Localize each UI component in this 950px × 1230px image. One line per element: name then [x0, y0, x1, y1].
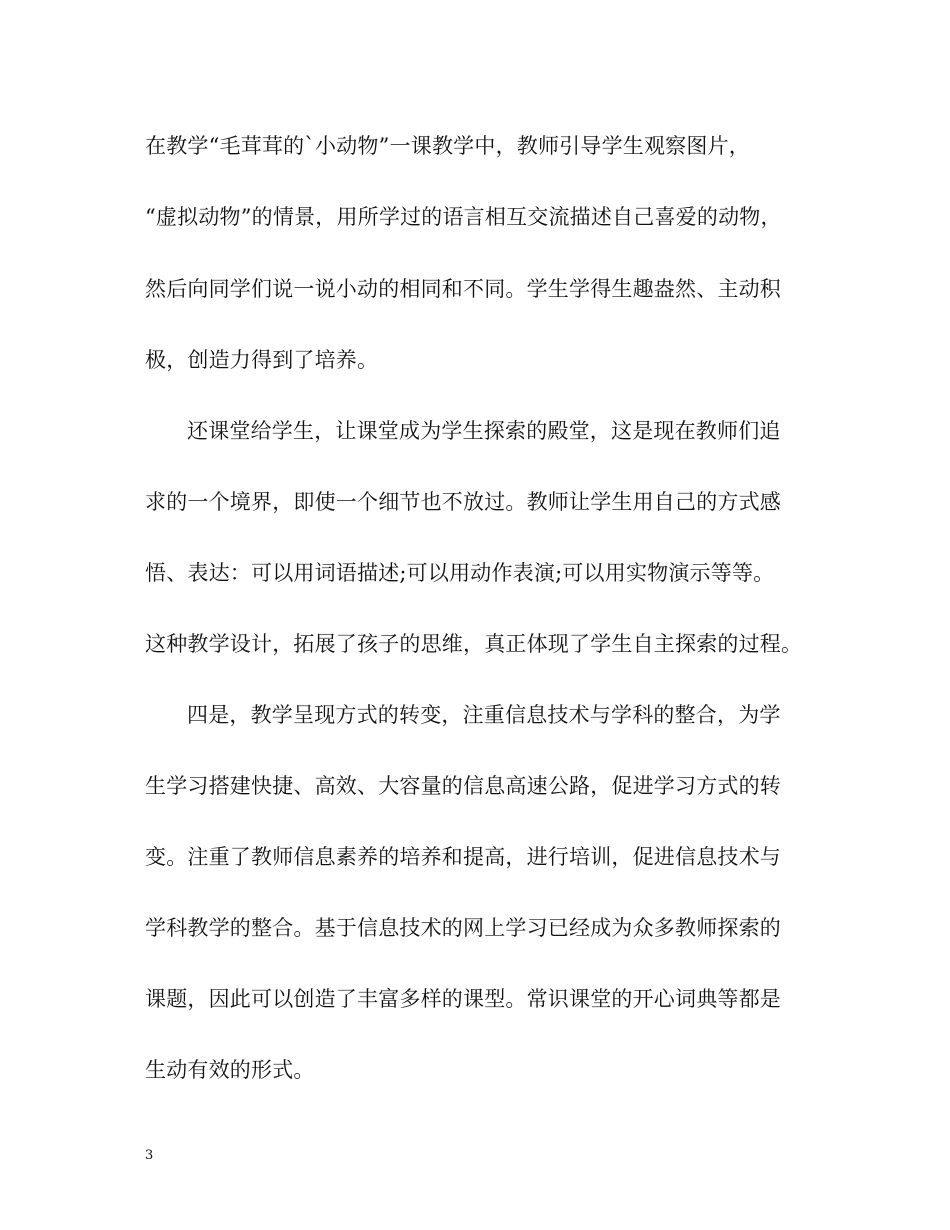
text-line: 课题，因此可以创造了丰富多样的课型。常识课堂的开心词典等都是: [145, 987, 781, 1011]
page-number: 3: [145, 1148, 154, 1163]
text-line: “虚拟动物”的情景，用所学过的语言相互交流描述自己喜爱的动物，: [145, 205, 782, 229]
text-line: 在教学“毛茸茸的`小动物”一课教学中，教师引导学生观察图片，: [145, 134, 750, 158]
paragraph-start-line: 还课堂给学生，让课堂成为学生探索的殿堂，这是现在教师们追: [187, 419, 781, 443]
paragraph-start-line: 四是，教学呈现方式的转变，注重信息技术与学科的整合，为学: [187, 703, 781, 727]
text-line: 极，创造力得到了培养。: [145, 348, 379, 372]
text-line: 然后向同学们说一说小动的相同和不同。学生学得生趣盎然、主动积: [145, 277, 781, 301]
text-line: 生动有效的形式。: [145, 1058, 315, 1082]
text-line: 求的一个境界，即使一个细节也不放过。教师让学生用自己的方式感: [145, 490, 781, 514]
text-line: 生学习搭建快捷、高效、大容量的信息高速公路，促进学习方式的转: [145, 774, 781, 798]
text-line: 变。注重了教师信息素养的培养和提高，进行培训，促进信息技术与: [145, 845, 781, 869]
text-line: 这种教学设计，拓展了孩子的思维，真正体现了学生自主探索的过程。: [145, 632, 803, 656]
text-line: 悟、表达：可以用词语描述;可以用动作表演;可以用实物演示等等。: [145, 561, 775, 585]
text-line: 学科教学的整合。基于信息技术的网上学习已经成为众多教师探索的: [145, 916, 781, 940]
